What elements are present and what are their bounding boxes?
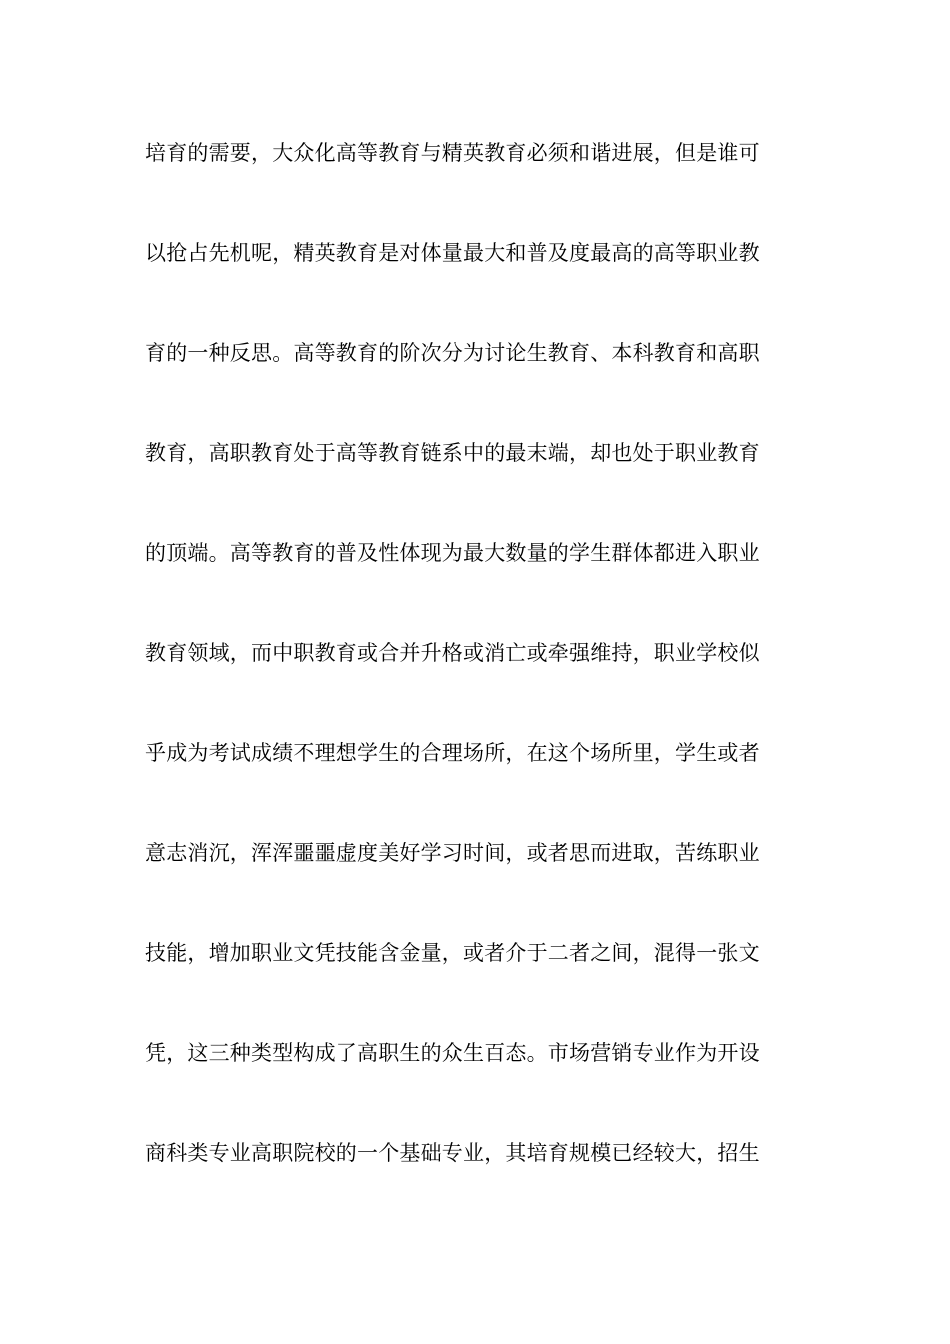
text-line: 商科类专业高职院校的一个基础专业，其培育规模已经较大，招生 (145, 1141, 760, 1165)
text-line: 教育领域，而中职教育或合并升格或消亡或牵强维持，职业学校似 (145, 641, 760, 665)
text-line: 的顶端。高等教育的普及性体现为最大数量的学生群体都进入职业 (145, 541, 760, 565)
text-line: 意志消沉，浑浑噩噩虚度美好学习时间，或者思而进取，苦练职业 (145, 841, 760, 865)
body-text (145, 128, 815, 1228)
text-line: 以抢占先机呢，精英教育是对体量最大和普及度最高的高等职业教 (145, 241, 760, 265)
text-line: 乎成为考试成绩不理想学生的合理场所，在这个场所里，学生或者 (145, 741, 760, 765)
text-line: 凭，这三种类型构成了高职生的众生百态。市场营销专业作为开设 (145, 1041, 760, 1065)
text-line: 培育的需要，大众化高等教育与精英教育必须和谐进展，但是谁可 (145, 141, 760, 165)
text-line: 技能，增加职业文凭技能含金量，或者介于二者之间，混得一张文 (145, 941, 760, 965)
text-line: 育的一种反思。高等教育的阶次分为讨论生教育、本科教育和高职 (145, 341, 760, 365)
text-line: 教育，高职教育处于高等教育链系中的最末端，却也处于职业教育 (145, 441, 760, 465)
